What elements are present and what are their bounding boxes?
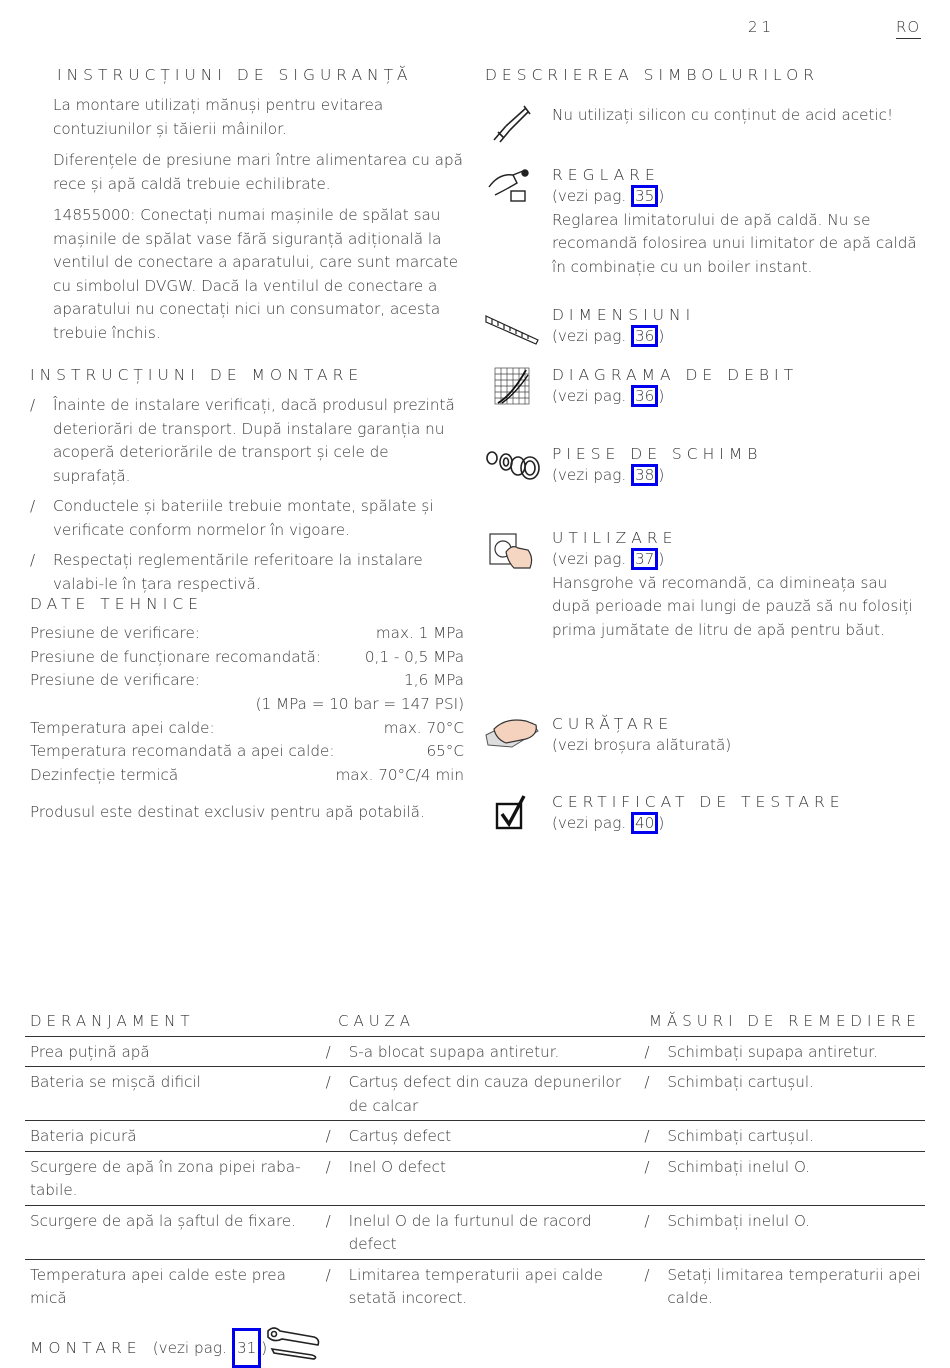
symbol-certificat: CERTIFICAT DE TESTARE (vezi pag. 40 )	[552, 793, 845, 832]
dimensiuni-title: DIMENSIUNI	[552, 306, 696, 324]
page-link[interactable]: 37	[631, 548, 658, 570]
symbols-title: DESCRIEREA SIMBOLURILOR	[485, 66, 820, 84]
tech-row: Presiune de verificare: max. 1 MPa	[30, 624, 464, 642]
ruler-icon	[484, 310, 540, 346]
safety-paragraph: Diferențele de presiune mari între alimentarea cu apă rece și apă caldă trebuie echilibrate.	[53, 151, 463, 193]
utilizare-title: UTILIZARE	[552, 529, 678, 547]
tech-title: DATE TEHNICE	[30, 595, 203, 613]
checkbox-icon	[494, 794, 528, 832]
table-row: Scurgere de apă la șaftul de fixare. / Inelul O de la furtunul de racord defect / Schimbați inelul O.	[25, 1206, 925, 1260]
page-link[interactable]: 31	[232, 1328, 261, 1368]
page-link[interactable]: 40	[631, 812, 658, 834]
page-number: 21	[748, 18, 776, 36]
tech-row: Temperatura recomandată a apei calde: 65°C	[30, 742, 464, 761]
column-header: CAUZA	[338, 1012, 415, 1030]
tech-row: Dezinfecție termică max. 70°C/4 min	[30, 766, 464, 785]
hand-operating-icon	[486, 528, 536, 570]
safety-title: INSTRUCȚIUNI DE SIGURANȚĂ	[57, 66, 413, 84]
page-link[interactable]: 35	[631, 185, 658, 207]
tech-table	[30, 622, 464, 788]
mounting-title: INSTRUCȚIUNI DE MONTARE	[30, 366, 364, 384]
list-item	[30, 495, 467, 542]
list-item	[30, 549, 467, 596]
see-page-label: (vezi pag.	[552, 327, 627, 345]
see-page-label: (vezi pag.	[552, 550, 627, 568]
see-page-label: (vezi pag.	[552, 387, 627, 405]
reglare-title: REGLARE	[552, 166, 660, 184]
safety-paragraph: 14855000: Conectați numai mașinile de spălat sau mașinile de spălat vase fără siguranță adițională la ventilul de conectare a aparatului, care sunt marcate cu simbolul DVGW. Dacă la ventilul de conectare a aparatului nu conectați nici un consumator, acesta trebuie închis.	[53, 206, 459, 342]
tech-note: Produsul este destinat exclusiv pentru apă potabilă.	[30, 803, 425, 821]
piese-title: PIESE DE SCHIMB	[552, 445, 763, 463]
curatare-text: (vezi broșura alăturată)	[552, 736, 732, 754]
see-page-label: (vezi pag.	[552, 466, 627, 484]
table-header	[25, 1010, 925, 1037]
list-item-text: Înainte de instalare verificați, dacă produsul prezintă deteriorări de transport. După instalare garanția nu acoperă deteriorările de transport și cele de suprafață.	[53, 396, 455, 485]
table-row: Prea puțină apă / S-a blocat supapa antiretur. / Schimbați supapa antiretur.	[25, 1037, 925, 1068]
safety-paragraph: La montare utilizați mănuși pentru evitarea contuziunilor și tăierii mâinilor.	[53, 96, 384, 138]
diagrama-title: DIAGRAMA DE DEBIT	[552, 366, 799, 384]
utilizare-text: Hansgrohe vă recomandă, ca dimineața sau după perioade mai lungi de pauză să nu folosiți prima jumătate de litru de apă pentru băut.	[552, 573, 913, 639]
mounting-list	[30, 394, 467, 596]
tech-row: (1 MPa = 10 bar = 147 PSI)	[255, 695, 464, 714]
symbol-dimensiuni: DIMENSIUNI (vezi pag. 36 )	[552, 306, 696, 345]
wrench-tools-icon	[264, 1323, 322, 1361]
adjust-hand-icon	[487, 165, 533, 205]
language-code: RO	[896, 18, 921, 39]
cleaning-hand-icon	[482, 713, 542, 753]
troubleshooting-table	[25, 1010, 925, 1313]
table-row: Scurgere de apă în zona pipei raba-tabile. / Inel O defect / Schimbați inelul O.	[25, 1152, 925, 1206]
page-link[interactable]: 36	[631, 325, 658, 347]
spare-parts-icon	[484, 446, 542, 482]
flow-chart-icon	[494, 367, 530, 405]
footer-montare: MONTARE (vezi pag. 31 )	[30, 1328, 267, 1368]
tech-row: Temperatura apei calde: max. 70°C	[30, 718, 464, 737]
list-item-text: Conductele și bateriile trebuie montate, spălate și verificate conform normelor în vigoare.	[53, 497, 434, 539]
silicone-warning: Nu utilizați silicon cu conținut de acid acetic!	[552, 106, 894, 124]
bullet-slash: /	[30, 396, 36, 414]
table-row: Bateria picură / Cartuș defect / Schimbați cartușul.	[25, 1121, 925, 1152]
symbol-curatare	[552, 715, 731, 758]
see-page-label: (vezi pag.	[552, 814, 627, 832]
bullet-slash: /	[30, 497, 36, 515]
bullet-slash: /	[30, 551, 36, 569]
safety-section	[53, 94, 467, 345]
symbol-piese: PIESE DE SCHIMB (vezi pag. 38 )	[552, 445, 763, 484]
symbol-reglare: REGLARE (vezi pag. 35 ) Reglarea limitatorului de apă caldă. Nu se recomandă folosirea unui limitator de apă caldă în combinație cu un boiler instant.	[552, 166, 922, 279]
symbol-diagrama: DIAGRAMA DE DEBIT (vezi pag. 36 )	[552, 366, 799, 405]
curatare-title: CURĂȚARE	[552, 715, 674, 733]
reglare-text: Reglarea limitatorului de apă caldă. Nu se recomandă folosirea unui limitator de apă caldă în combinație cu un boiler instant.	[552, 210, 917, 276]
table-row: Temperatura apei calde este prea mică / Limitarea temperaturii apei calde setată incorect. / Setați limitarea temperaturii apei calde.	[30, 1265, 921, 1307]
list-item	[30, 394, 467, 488]
table-row: Bateria se mișcă dificil / Cartuș defect din cauza depunerilor de calcar / Schimbați cartușul.	[25, 1067, 925, 1121]
see-page-label: (vezi pag.	[152, 1339, 227, 1357]
page-link[interactable]: 36	[631, 385, 658, 407]
montare-title: MONTARE	[30, 1339, 142, 1357]
list-item-text: Respectați reglementările referitoare la instalare valabi-le în țara respectivă.	[53, 551, 423, 593]
silicone-gun-icon	[490, 102, 532, 144]
see-page-label: (vezi pag.	[552, 187, 627, 205]
page-link[interactable]: 38	[631, 464, 658, 486]
certificat-title: CERTIFICAT DE TESTARE	[552, 793, 845, 811]
tech-row: Presiune de verificare: 1,6 MPa	[30, 671, 464, 690]
column-header: DERANJAMENT	[30, 1012, 195, 1030]
tech-row: Presiune de funcționare recomandată: 0,1 - 0,5 MPa	[30, 647, 464, 666]
symbol-utilizare: UTILIZARE (vezi pag. 37 ) Hansgrohe vă recomandă, ca dimineața sau după perioade mai lungi de pauză să nu folosiți prima jumătate de litru de apă pentru băut.	[552, 529, 922, 642]
column-header: MĂSURI DE REMEDIERE	[649, 1012, 921, 1030]
